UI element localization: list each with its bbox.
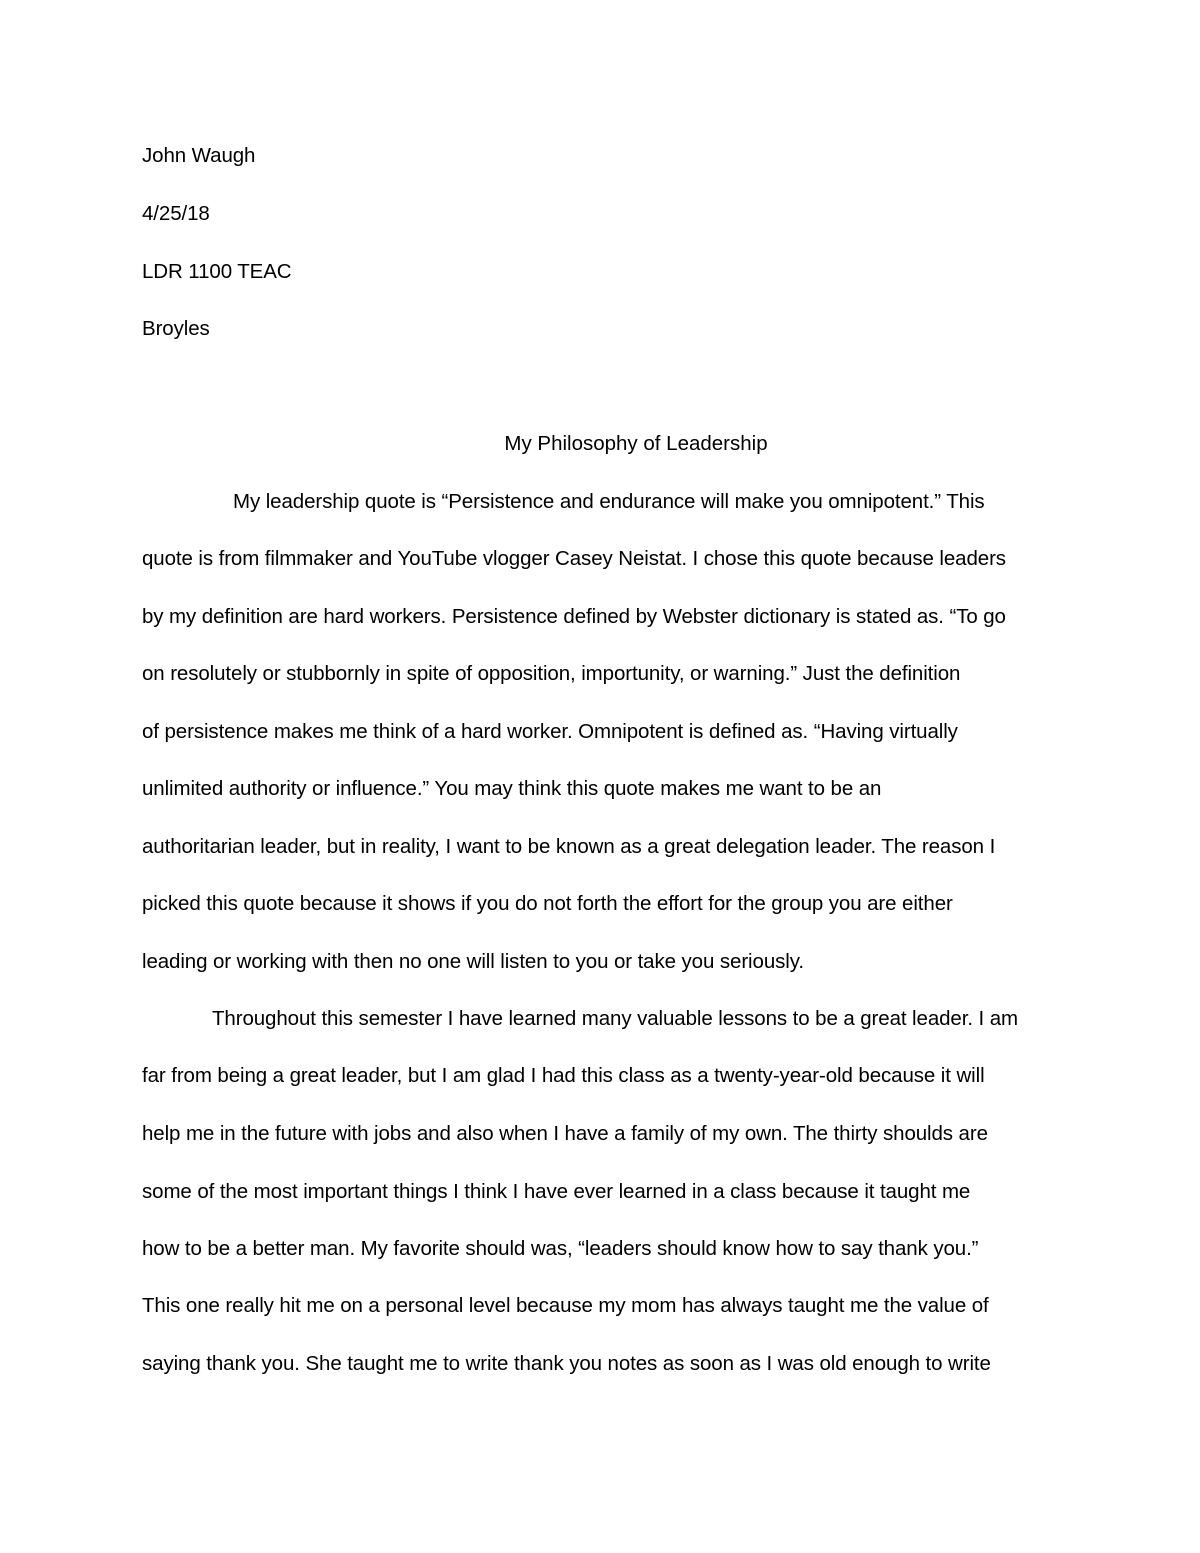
essay-date: 4/25/18 [142, 202, 210, 225]
paragraph-line: help me in the future with jobs and also when I have a family of my own. The thirty shoulds are [142, 1122, 988, 1145]
paragraph-line: far from being a great leader, but I am glad I had this class as a twenty-year-old because it will [142, 1064, 985, 1087]
paragraph-line: by my definition are hard workers. Persistence defined by Webster dictionary is stated as. “To go [142, 605, 1006, 628]
paragraph-line: how to be a better man. My favorite should was, “leaders should know how to say thank you.” [142, 1237, 979, 1260]
paragraph-line: authoritarian leader, but in reality, I want to be known as a great delegation leader. The reason I [142, 835, 996, 858]
paragraph-line: This one really hit me on a personal level because my mom has always taught me the value of [142, 1294, 989, 1317]
essay-title: My Philosophy of Leadership [504, 432, 768, 455]
paragraph-line: saying thank you. She taught me to write thank you notes as soon as I was old enough to write [142, 1352, 991, 1375]
paragraph-line: My leadership quote is “Persistence and endurance will make you omnipotent.” This [233, 490, 985, 513]
paragraph-line: unlimited authority or influence.” You may think this quote makes me want to be an [142, 777, 882, 800]
paragraph-line: leading or working with then no one will listen to you or take you seriously. [142, 950, 804, 973]
author-name: John Waugh [142, 144, 256, 167]
paragraph-line: some of the most important things I think I have ever learned in a class because it taught me [142, 1180, 971, 1203]
paragraph-line: quote is from filmmaker and YouTube vlogger Casey Neistat. I chose this quote because leaders [142, 547, 1006, 570]
paragraph-line: on resolutely or stubbornly in spite of opposition, importunity, or warning.” Just the definition [142, 662, 961, 685]
paragraph-line: Throughout this semester I have learned many valuable lessons to be a great leader. I am [212, 1007, 1018, 1030]
instructor-name: Broyles [142, 317, 210, 340]
course-code: LDR 1100 TEAC [142, 260, 292, 283]
paragraph-line: of persistence makes me think of a hard worker. Omnipotent is defined as. “Having virtually [142, 720, 958, 743]
paragraph-line: picked this quote because it shows if you do not forth the effort for the group you are either [142, 892, 953, 915]
